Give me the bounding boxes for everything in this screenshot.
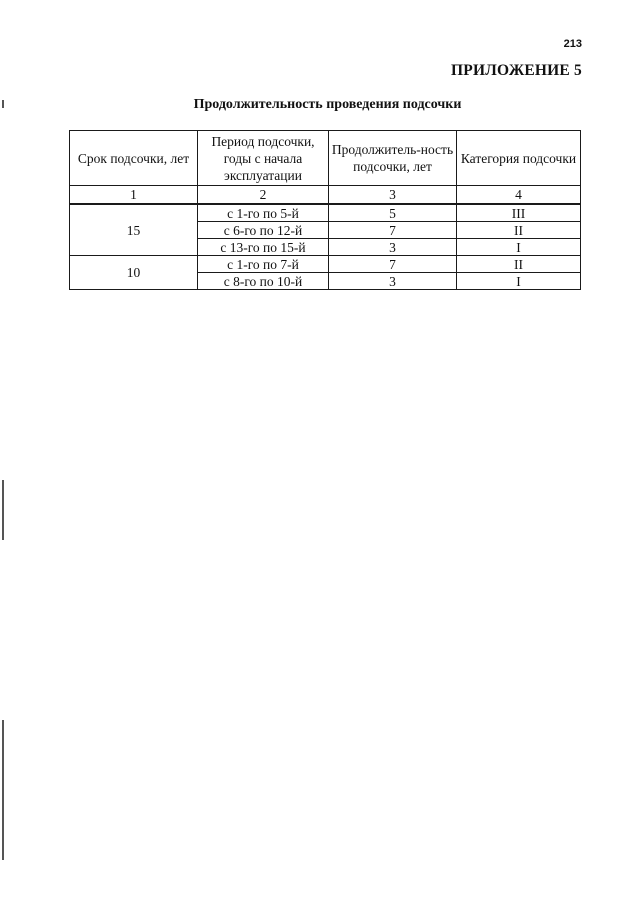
period-cell: с 6-го по 12-й <box>198 222 329 239</box>
duration-cell: 5 <box>329 204 457 222</box>
header-duration: Продолжитель-ность подсочки, лет <box>329 131 457 186</box>
term-cell: 15 <box>70 204 198 256</box>
header-category: Категория подсочки <box>457 131 581 186</box>
duration-cell: 3 <box>329 239 457 256</box>
table-row <box>70 204 581 222</box>
category-cell: I <box>457 273 581 290</box>
period-cell: с 1-го по 7-й <box>198 256 329 273</box>
period-cell: с 13-го по 15-й <box>198 239 329 256</box>
duration-cell: 7 <box>329 256 457 273</box>
table-title: Продолжительность проведения подсочки <box>193 97 462 112</box>
period-cell: с 1-го по 5-й <box>198 204 329 222</box>
period-cell: с 8-го по 10-й <box>198 273 329 290</box>
column-number: 4 <box>457 186 581 205</box>
page-number: 213 <box>563 38 582 50</box>
column-number: 2 <box>198 186 329 205</box>
category-cell: II <box>457 256 581 273</box>
column-number-row <box>70 186 581 205</box>
header-row <box>70 131 581 186</box>
tapping-schedule-table <box>69 130 581 290</box>
category-cell: I <box>457 239 581 256</box>
column-number: 3 <box>329 186 457 205</box>
duration-cell: 3 <box>329 273 457 290</box>
scan-edge-marks <box>2 0 5 905</box>
table-row <box>70 256 581 273</box>
column-number: 1 <box>70 186 198 205</box>
header-term: Срок подсочки, лет <box>70 131 198 186</box>
header-period: Период подсочки, годы с начала эксплуатации <box>198 131 329 186</box>
category-cell: II <box>457 222 581 239</box>
duration-cell: 7 <box>329 222 457 239</box>
term-cell: 10 <box>70 256 198 290</box>
category-cell: III <box>457 204 581 222</box>
appendix-title: ПРИЛОЖЕНИЕ 5 <box>451 62 582 79</box>
